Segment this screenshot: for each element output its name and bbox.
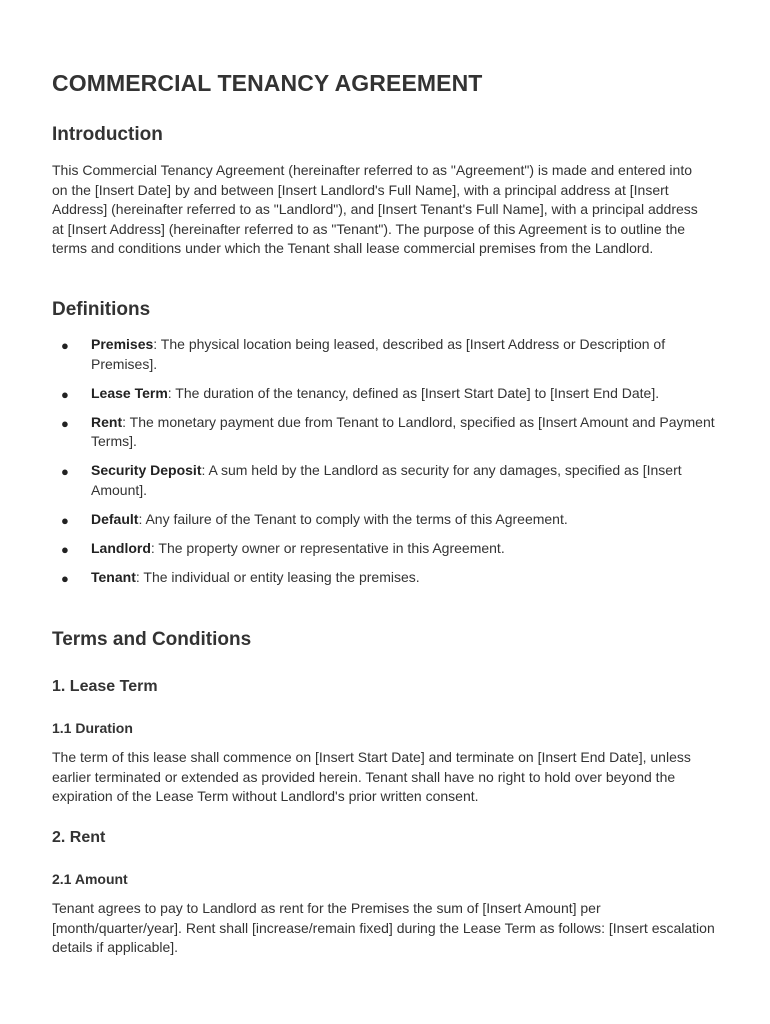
definition-term: Security Deposit (91, 462, 202, 478)
definition-term: Landlord (91, 539, 151, 556)
document-title: COMMERCIAL TENANCY AGREEMENT (52, 70, 483, 96)
definition-text: : The monetary payment due from Tenant to Landlord, specified as [Insert Amount and Payment Terms]. (91, 413, 715, 449)
introduction-paragraph: This Commercial Tenancy Agreement (hereinafter referred to as "Agreement") is made and entered into on the [Insert Date] by and between [Insert Landlord's Full Name], with a principal address at [Insert Address] (hereinafter referred to as "Landlord"), and [Insert Tenant's Full Name], with a principal address at [Insert Address] (hereinafter referred to as "Tenant"). The purpose of this Agreement is to outline the terms and conditions under which the Tenant shall lease commercial premises from the Landlord. (52, 162, 698, 256)
definition-item-default (52, 510, 722, 530)
introduction-heading: Introduction (52, 124, 163, 145)
definition-text: : The duration of the tenancy, defined as [Insert Start Date] to [Insert End Date]. (167, 384, 660, 401)
bullet-icon: ● (61, 464, 69, 479)
definition-term: Tenant (91, 568, 136, 585)
amount-paragraph: Tenant agrees to pay to Landlord as rent for the Premises the sum of [Insert Amount] per [month/quarter/year]. Rent shall [increase/remain fixed] during the Lease Term as follows: [Insert escalation details if applicable]. (52, 900, 715, 955)
definition-term: Rent (91, 413, 123, 430)
bullet-icon: ● (61, 541, 69, 557)
definition-text: : The property owner or representative in this Agreement. (150, 539, 505, 556)
definition-term: Default (91, 510, 139, 527)
lease-term-heading: 1. Lease Term (52, 678, 158, 695)
definition-term: Premises (91, 336, 154, 352)
bullet-icon: ● (61, 512, 69, 528)
definition-item-premises (52, 335, 722, 374)
definition-item-rent (52, 413, 722, 452)
definition-term: Lease Term (91, 384, 168, 401)
rent-heading: 2. Rent (52, 829, 106, 846)
amount-heading: 2.1 Amount (52, 871, 128, 887)
definition-text: : A sum held by the Landlord as security for any damages, specified as [Insert Amount]. (91, 462, 682, 498)
definitions-list (52, 335, 722, 597)
bullet-icon: ● (61, 386, 69, 402)
definition-text: : Any failure of the Tenant to comply with the terms of this Agreement. (138, 510, 568, 527)
definition-text: : The individual or entity leasing the premises. (135, 568, 420, 585)
definition-item-lease-term (52, 384, 722, 404)
bullet-icon: ● (61, 415, 69, 431)
duration-heading: 1.1 Duration (52, 720, 133, 736)
definitions-heading: Definitions (52, 299, 151, 320)
definition-item-landlord (52, 539, 722, 559)
terms-conditions-heading: Terms and Conditions (52, 629, 252, 650)
definition-text: : The physical location being leased, described as [Insert Address or Description of Premises]. (91, 336, 666, 372)
definition-item-tenant (52, 568, 722, 588)
bullet-icon: ● (61, 338, 69, 353)
definition-item-security-deposit (52, 461, 722, 500)
bullet-icon: ● (61, 570, 69, 586)
duration-paragraph: The term of this lease shall commence on [Insert Start Date] and terminate on [Insert End Date], unless earlier terminated or extended as provided herein. Tenant shall have no right to hold over beyond the expiration of the Lease Term without Landlord's prior written consent. (52, 749, 691, 804)
